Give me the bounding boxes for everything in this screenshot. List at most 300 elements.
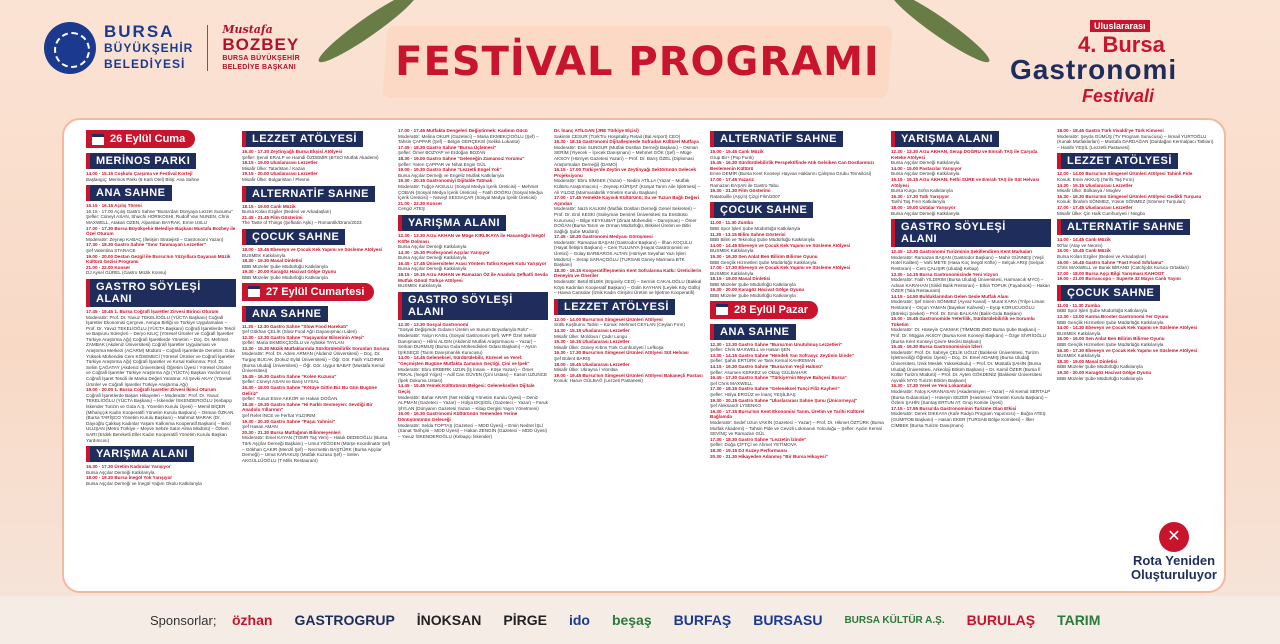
event-details: Moderatör: Prof. Dr. Adem ARMAN (Akdeniz Üniversitesi) – Doç. Dr. Turgay BUCAK (Dokuz Eylül Üniversitesi) – Öğr. Gör. Fatih YILDIRIM (Bursa Uludağ Üniversitesi) – Öğr. Gör. Uygur BABAT (Mustafa Kemal Üniversitesi) bbox=[242, 351, 385, 374]
event-time-title: 18.15 - 19.15 Arzu AKHAN ve Ramazan ÖZ ile Anadolu Şefkatli Sevda Mutfak Gönül Türkçe Atölyesi bbox=[398, 272, 548, 283]
program-event bbox=[554, 317, 704, 328]
program-event bbox=[242, 149, 392, 160]
event-time-title: 14.30 - 15.30 Profesyonel Aşçılar Yarışıyor bbox=[398, 249, 490, 255]
program-event bbox=[242, 269, 392, 280]
event-details: Ramazan BAŞAN ile Gastro Tabu bbox=[710, 182, 779, 188]
program-event bbox=[1057, 314, 1217, 325]
sponsor-logo: BURULAŞ bbox=[966, 612, 1036, 628]
event-time-title: 14.45 - 15.45 Yemek Kültürünün Belgesi: Geleneksellen Dijitale Geçiş bbox=[398, 383, 535, 394]
event-time-title: 19.00 - 21.00 Burrascopo – Superte 32 Mayıs Canlı Yayını bbox=[1057, 276, 1181, 282]
event-details: Bursa Aşçılar Derneği ve İnegöl Yağım Okulu Katkılarıyla bbox=[86, 480, 202, 486]
event-details: Başlangıç: Merinos Parkı (8 Katlı Otel) Bitiş: Ana Sahne bbox=[86, 176, 200, 182]
program-event bbox=[242, 430, 392, 464]
program-event bbox=[86, 171, 236, 182]
event-time-title: 19.30 - 20.30 Gastro Sahne "Paşaı Yahnisi" bbox=[242, 418, 336, 424]
event-details: Moderatör: Şeyda GÜMÜŞ (TV Program Sunucusu) – İsmail YURTOĞLU (Kunak Mutfaklarları) – Mustafa DARDAĞAN (Dardağan Kermalpacı Tatlıları) – Hanife YEŞİL (Lezzetli Pastanesi) bbox=[1057, 133, 1214, 150]
program-event bbox=[554, 328, 704, 339]
event-details: BBB Gençlik Hizmetleri Şube Müdürlüğü Katkılarıyla bbox=[710, 259, 817, 265]
festival-logo-festivali: Festivali bbox=[1082, 86, 1155, 106]
program-event bbox=[1057, 260, 1217, 271]
event-time-title: 15.45 - 16.30 Gastro Sahne "Kolen Kuzusu" bbox=[242, 373, 337, 379]
event-time-title: 17.45 - 18.30 Gastronomi Medyası Görüşmesi bbox=[554, 234, 653, 240]
program-event bbox=[86, 475, 236, 486]
program-event bbox=[710, 386, 885, 397]
program-event bbox=[891, 177, 1051, 194]
event-time-title: 18.30 - 19.00 Masal Dinletisi bbox=[1057, 358, 1118, 364]
program-event bbox=[710, 160, 885, 177]
program-event bbox=[710, 276, 885, 287]
event-time-title: 14.15 - 14.50 Bulduklarından Gelen Sesle Mutfak Alanı bbox=[891, 293, 1009, 299]
event-time-title: 16.30 - 17.30 Ebeveyn ve Çocuk Kek Yapımı ve Süsleme Atölyesi bbox=[1057, 347, 1198, 353]
program-event bbox=[1057, 303, 1217, 314]
stage-heading: YARIŞMA ALANI bbox=[891, 131, 999, 147]
festival-logo bbox=[1010, 20, 1250, 106]
calendar-icon bbox=[248, 286, 260, 297]
event-time-title: 18.15 - 19.00 Masal Dinletisi bbox=[710, 276, 771, 282]
event-details: Moderatör: Nazlı KALKIM (Mutfak Dostları Derneği Genel Sekreteri) – Prof. Dr. Erol KESKİ (Süleyman Demirel Üniversitesi Su Enstitüsü Kurucusu) – Bilge KEYKUBAT (Ziraat Mühendisi – Danışman) – Ömer DOĞAN (Bursa Tarım ve Orman Müdürlüğü, Bitkisel Üretim ve Bitki Sağlığı Şube Müdürü) bbox=[554, 206, 697, 234]
event-details: Misafir Ülke: Tatarlstan / Kazan bbox=[242, 165, 306, 171]
event-details: Sütlü Kuşburnu Tatlısı – Konuk: Mehmet CEYLAN (Ceylan Fırın) bbox=[554, 322, 685, 328]
program-event bbox=[710, 398, 885, 409]
event-time-title: 18.00 - 18.45 Gastro Türk Vivaldi'ye Türk Kimsesi bbox=[1057, 128, 1164, 133]
event-time-title: 18.15 - 19.00 Canlı Müzik bbox=[242, 203, 296, 209]
event-details: Şefler: Şenol ERALP ve Hamdi ÖZDEMİR (BTSO Mutfak Akademi) bbox=[242, 154, 379, 160]
program-event bbox=[710, 232, 885, 243]
event-details: Şef Refet İNCE ve Ferhat YILDIRIM bbox=[242, 413, 316, 418]
program-event bbox=[1057, 128, 1217, 150]
event-time-title: 12.30 - 13.30 Arzu AKHAN ve Müge KIRLIKAYA ile Hasanoğlu İnegöl Köfte Dolması bbox=[398, 232, 545, 244]
event-details: BUSMEK Katkılarıyla bbox=[1057, 353, 1101, 359]
title-banner bbox=[385, 26, 890, 98]
event-details: Moderatör: Prof. Dr. Yavuz TEKELİOĞLU (YÜCTA Başkanı) Coğrafi İşaretler Ekonomisi Çerçeve, Avrupa Birliği ve Türkiye Uygulamaları – Prof. Dr. Yavuz TEKELİOĞLU (YÜCTA Başkanı) Coğrafi İşaretlerde Tescil ve Başvuru Süreçleri – Deryo KILIÇ (Yöresel Ürünler ve Coğrafi İşaretler Türkiye Araştırma Ağı) Coğrafi İşaretlerde Yönetim – Doç. Dr. Mehmet ZAMBAK (Akdeniz Üniversitesi) Coğrafi İşaretler Uygulaması ve Araştırma Merkezi (ACARM) Müdürü – Coğrafi İşaretlerde Denetim: Gıda Yüksek Mühendisi Cem KÖSEMECİ (Yöresel Ürünler ve Coğrafi İşaretler Türkiye Araştırma Ağı) Coğrafi İşaretler ve Kırsal Kalkınma: Prof. Dr. Selim ÇAĞATAY (Akdeniz Üniversitesi) Öğretim Üyesi / Yöresel Ürünler ve Coğrafi İşaretler Türkiye Araştırma Ağı (YÜCTA) Başkan Yardımcısı) Coğrafi İşaret Tescili ile Marka Değeri Yaratma: Ali Şevki AKAY (Yöresel Ürünler ve Coğrafi İşaretler Türkiye Araştırma Ağı) bbox=[86, 314, 236, 387]
event-time-title: 19.30 - 20.00 Karagöz Hacivat Gölge Oyunu bbox=[1057, 370, 1152, 375]
event-time-title: 19.15 - 20.00 Uluslararası Lezzetler bbox=[242, 171, 318, 177]
header bbox=[0, 0, 1280, 118]
program-event bbox=[554, 139, 704, 167]
event-details: BUSMEK Katkılarıyla bbox=[242, 252, 286, 258]
program-event bbox=[1057, 194, 1217, 205]
event-details: Şefler: Asumen KERKEZ ve Oktay GÜLBAHAR bbox=[710, 369, 807, 375]
stage-heading: YARIŞMA ALANI bbox=[398, 215, 506, 231]
stage-heading: ÇOCUK SAHNE bbox=[242, 229, 345, 245]
program-event bbox=[1057, 325, 1217, 336]
event-details: Moderatör: Sedef Uzun VAKİN (Gazeteci – Yazar) – Prof. Dr. Hikmet ÖZTÜRK (Bursa Mutfak Akademi) – Tahsin Pide ve Cevizli Lokmanın Yolculuğu – Şefler: Aydın Kemal SEVİNÇ ve Ramazan GÜL bbox=[710, 419, 884, 437]
event-details: "Sosyal Değişimde Gıdanın Üretim ve Sunum Boyutlarıyla Rolü" – Moderatör: Yalçın KASIL (Sosyal Gastronomi Şefi, WFP Özel Sektör Danışmanı) – Hilmi ALGIN (Akdeniz Mutfak Araştırmacısı – Yazar) – Serkan DURMUŞ (Bursa Gıda Mühendisleri Odası Başkanı) – Aysın İŞIKSEÇE (Tarım Danışmanlık Kurucusu) bbox=[398, 327, 537, 355]
program-event bbox=[891, 205, 1051, 216]
program-event bbox=[710, 188, 885, 199]
program-event bbox=[1057, 370, 1217, 381]
event-details: BBB Bilim ve Teknoloji Şube Müdürlüğü Katkılarıyla bbox=[710, 237, 815, 243]
event-details: BUSMEK Katkılarıyla bbox=[710, 270, 754, 276]
program-event bbox=[242, 258, 392, 269]
event-details: Moderatör: Bahar ARAR (Net Holding Yönetim Kurulu Üyesi) – Deniz ALPMAN (Gazeteci – Yazar) – Hülya EKŞİGİL (Gazeteci – Yazar) – Faruk ŞİYLAN (Dünyanın Gazetesi Yazarı – Kitap Dergisi Yayın Yönetmeni) bbox=[398, 394, 548, 411]
program-event bbox=[86, 464, 236, 475]
event-details: BBB Müzeler Şube Müdürlüğü Katkılarıyla bbox=[710, 293, 796, 299]
event-details: Şefler: Maria EKMEKÇİOĞLU ve Aybüke TAYLAN bbox=[242, 340, 344, 346]
event-details: Moderatör: Ramazan BAŞAN (Gastrodor Başkanı) – Mahir GÜNNEŞ (Yeşil Hotel Kaliteri) – Vahi METE (Hasa Koç İnegöl Köfte) – Selçuk ARIŞ (Selçuk Restoran) – Cem ÇALIŞIR (Uludağ Kebap) bbox=[891, 254, 1044, 271]
stage-heading: YARIŞMA ALANI bbox=[86, 446, 194, 462]
program-event bbox=[891, 316, 1051, 344]
festival-logo-number: 4. Bursa bbox=[1078, 32, 1165, 57]
program-event bbox=[398, 233, 548, 250]
program-event bbox=[554, 195, 704, 234]
event-details: BBB Müzeler Şube Müdürlüğü Katkılarıyla bbox=[1057, 375, 1143, 381]
event-time-title: Dr. İnanç ATİLGAN (JRE Türkiye Elçisi) bbox=[554, 128, 639, 133]
event-details: Şefler: Cüneyt ASAN ve Barış UYSAL bbox=[242, 379, 320, 385]
event-time-title: 15.00 - 15.45 Canlı Müzik bbox=[1057, 248, 1111, 254]
program-event bbox=[398, 156, 548, 167]
event-details: Moderatör: Esin SUNGUR (Mutfak Dostları Derneği Başkanı) – Osman SERİM (Yiyecek – İçecek Danışmanı) – Mehmet GÖK (Şef) – Müge AKSOY (Hürriyet Gazetesi Yazarı) – Prof. Dr. Barış ÖZEL (Diplomasi Araştırmaları Derneği) (DAMO) bbox=[554, 144, 698, 167]
event-time-title: 13.30 - 15.30 Müzik Mutfaklarında Sürdürülebilirlik Sorunları Sorusu bbox=[242, 345, 390, 351]
event-details: Şef Valentina STARACE bbox=[86, 247, 136, 253]
event-time-title: 14.00 - 14.45 Canlı Müzik bbox=[1057, 237, 1111, 243]
program-event bbox=[398, 178, 548, 200]
event-time-title: 13.30 - 14.15 Bursa Gastronomisinde Yeni Vizyon bbox=[891, 271, 999, 277]
event-time-title: 18.00 - 18.45 Uluslararası Lezzetler bbox=[554, 361, 630, 367]
sponsor-logo: TARIM bbox=[1057, 612, 1101, 628]
program-event bbox=[398, 128, 548, 145]
program-event bbox=[710, 254, 885, 265]
program-event bbox=[710, 437, 885, 448]
program-column bbox=[86, 128, 236, 583]
event-details: Emre DEMİR (Bursa Kent Konseyi Hayvan Haklarını Çalışma Grubu Temsilcisi) bbox=[710, 171, 872, 177]
event-details: Moderatör: Ramazan BAŞAN (Gastrodor Başkanı) – İlhan KOÇULU (Hayat İletişim Başkanı) – Cem TULUNYA (Hayat Gastronomisi ve Üretici) – Gülay BARBAROS ALTAN (Hürriyet Seyahat Yazı İşleri Müdürü) – Serap SARAÇOĞLU (TURSAB Güney Marmara BTK Başkanı) bbox=[554, 239, 693, 268]
event-details: Şef Gökhan ÇELİK (Slow Food Ağrı Dayanışmacı Lideri) bbox=[242, 329, 357, 335]
program-event bbox=[710, 364, 885, 375]
program-event bbox=[86, 265, 236, 276]
event-time-title: 17.00 - 17.45 Yemekte Kayısık Kültürünü; Su ve Tuzun Bağlı Değeri Açından bbox=[554, 195, 700, 206]
event-time-title: 15.00 - 15.45 Gastronomide Yeterlilik, Sürdürülebilirlik ve Sorumlu Tüketim bbox=[891, 316, 1035, 327]
event-details: Sakintin CESUR (TürkTru Hospitality Retail (Bal Airport) CEO) bbox=[554, 133, 681, 139]
event-details: Konuk: Harun GÜLBAĞ (Lezzeti Pastanesi) bbox=[554, 378, 643, 384]
event-details: Misafir Ülke: Ukrayna / Vinnitsa bbox=[554, 367, 618, 373]
event-details: BBB Müzeler Şube Müdürlüğü Katkılarıyla bbox=[1057, 364, 1143, 370]
event-time-title: 12.30 - 13.30 Gastro Sahne "Yaşayanlar Bilserinin Ateşi" bbox=[242, 334, 365, 340]
event-time-title: 14.00 - 14.45 Geleneksel, Sürdürülebilir, Küresel ve Yerel: "Geçmişten Bugüne Mutfakta Zamanın Geçtiği, Çini ve İpek" bbox=[398, 355, 530, 366]
program-event bbox=[554, 128, 704, 139]
event-time-title: 15.00 - 15.45 Canlı Müzik bbox=[710, 149, 764, 154]
program-event bbox=[1057, 336, 1217, 347]
event-time-title: 14.30 - 15.15 Uluslararası Lezzetler bbox=[554, 328, 630, 333]
event-time-title: 15.30 - 16.30 Bursa'nın Simgesel Ürünleri Atölyesi Gedikli Turşusu bbox=[1057, 193, 1202, 199]
event-time-title: 15.30 - 16.15 Uluslararası Lezzetler bbox=[554, 339, 630, 345]
event-time-title: 19.30 - 20.15 Gastronomiyi Dijitalde Tatmak bbox=[398, 178, 493, 184]
program-event bbox=[891, 344, 1051, 383]
event-time-title: 11.00 - 11.30 Zumba bbox=[710, 220, 753, 226]
event-time-title: 18.30 - 19.00 Gastro Sahne "Geleneğin Zamansız Yorumu" bbox=[398, 155, 525, 161]
sponsor-logo: GASTROGRUP bbox=[294, 612, 395, 628]
event-time-title: 18.30 - 19.30 Masal Dinletisi bbox=[242, 258, 303, 264]
program-event bbox=[554, 350, 704, 361]
event-time-title: 11.30 - 12.30 Gastro Sahne "Slow Food Harekatı" bbox=[242, 323, 349, 329]
event-time-title: 17.30 - 18.30 Gastro Sahne "Lezzetin İzinde" bbox=[710, 436, 807, 442]
program-event bbox=[710, 177, 885, 188]
program-event bbox=[710, 353, 885, 364]
program-event bbox=[710, 342, 885, 353]
program-event bbox=[1057, 183, 1217, 194]
stage-heading: ALTERNATİF SAHNE bbox=[710, 131, 843, 147]
event-time-title: 21.00 - 22.00 Konser bbox=[86, 264, 131, 270]
sponsor-logo: özhan bbox=[232, 612, 273, 628]
event-details: Moderatör: Selda TOPTAŞ (Gazeteci – MDD Üyesi) – Emin Nedret İŞLİ (Sanat Tarihçisi – MDD Üyesi) – Hakan ZENGİN (Gazeteci – MDD Üyesi) – Yavuz İSKENDEROĞLU (Kebapçı İskender) bbox=[398, 422, 547, 439]
event-details: Moderatör: Fatoş KARANASAN (Akademisyen – Yazar) – Ali Kemal SERTALP (Bursa Gıdanımlar) – Hüseyin SEZER (Hasrossul Yönetim Kurulu Başkanı) – Özlem ŞAHİN (Sarıtaş ERTUN AT. Grup Komite Üyesi) bbox=[891, 388, 1051, 406]
program-event bbox=[710, 287, 885, 298]
event-details: Moderatör: Ebru ERBERK UZUN (İş İnsanı – Köşe Yazarı) – Ömer PEKAL (İnegöl Yılgıs) – Adil Can GÜVEN (Çini Ustası) – Kasım UZUNCE (İpek Dokuma Ustası) bbox=[398, 366, 548, 383]
event-time-title: 20.30 - 21.30 Hikayeden Adanmış "Bir Bursa Hikayesi" bbox=[710, 453, 829, 459]
stage-heading: GASTRO SÖYLEŞİ ALANI bbox=[86, 279, 236, 307]
program-event bbox=[242, 171, 392, 182]
event-time-title: 15.15 - 16.15 Arzu AKHAN, Fethi SÜRE ve Emrah TAŞ ile Süt Helvası Atölyesi bbox=[891, 176, 1040, 188]
event-details: Moderatör: Emel KAYAN (TGMR Taş Yem) – Haluk DEDEOĞLU (Bursa Türk Aşçılar Derneği Başkanı) – Umut YEĞGEN (Mürşe Koordinatör Şef) – Gökhan ÇAKIR (Menzil Şef) – Necmettin BAŞTÜRK (Bursa Aşçılar Derneği) – Umut KARAKUŞ (Mutfak Kuzusu Şef) – Selen AKGÜLLÜOĞLU (T Milis Restaurant) bbox=[242, 435, 391, 463]
route-line2: Oluşturuluyor bbox=[1131, 567, 1217, 582]
program-column bbox=[891, 128, 1051, 583]
event-details: Grup Bir+ (Pop Funk) bbox=[710, 154, 754, 160]
program-event bbox=[554, 373, 704, 384]
program-event bbox=[554, 268, 704, 296]
municipality-emblem-icon bbox=[44, 22, 96, 74]
event-time-title: 21.00 - 22.30 Konser bbox=[398, 200, 443, 206]
program-board bbox=[62, 118, 1226, 593]
calendar-icon bbox=[92, 134, 104, 145]
event-details: 16.15 - 17.00 Açılış Gastro Sahne "Bursa'dan Dünyaya Lezzet Sunumu" Şefler: Cüneyt ASAN, Shuichi HORIKOSHI, Rudolf Van NUNEN, Chris MAXWELL, Atakan OZEN, Alparslan BAYRAK, Emre USLU bbox=[86, 208, 233, 225]
event-details: Misafir Ülke: Moldova / Çadır Lungu bbox=[554, 333, 628, 339]
bb-name-line3: BELEDİYESİ bbox=[104, 57, 186, 71]
event-details: BUSMEK Katkılarıyla bbox=[398, 283, 442, 289]
program-event bbox=[710, 454, 885, 460]
event-time-title: 17.15 - 17.55 Bursa'da Gastronominin Turizme Olan Etkisi bbox=[891, 405, 1017, 411]
event-details: Konuk: Emin AKKUŞ (Tarihi Taş Fırın) bbox=[1057, 176, 1135, 182]
sponsor-logo: İNOKSAN bbox=[416, 612, 482, 628]
day-label: 28 Eylül Pazar bbox=[734, 303, 808, 316]
festival-logo-intl: Uluslararası bbox=[1090, 20, 1150, 32]
event-time-title: 12.00 - 14.00 Bursa'nın Simgesel Ürünleri Atölyesi bbox=[554, 316, 663, 322]
program-column bbox=[554, 128, 704, 583]
event-details: Bursa Kolan Ezgiler (Bedevi ve Arkadaşları) bbox=[242, 209, 332, 215]
event-time-title: 16.00 - 16.30 Gastronomi Kültürünün Yemenden Yerine Dönüşümünün Geleceği bbox=[398, 411, 518, 422]
event-details: Bursa Aşçılar Derneği Katkılarıyla bbox=[891, 171, 960, 177]
event-details: Şefler: Ömer BOZYAP ve Erdoğan BOZAN bbox=[398, 150, 486, 156]
stage-heading: ANA SAHNE bbox=[86, 185, 172, 201]
event-time-title: 16.30 - 17.30 Üretim Kadıralar Yarışıyor bbox=[86, 464, 171, 470]
event-details: BUSMEK Katkılarıyla bbox=[1057, 330, 1101, 336]
day-header bbox=[86, 130, 195, 148]
event-time-title: 16.45 - 17.30 Gastro Sahne "Türkiye'nin Meyve Bahçesi Bursa" bbox=[710, 375, 847, 381]
program-event bbox=[86, 203, 236, 225]
event-time-title: 19.00 - 19.30 Gastro Sahne "Lezzetli Engel Yok" bbox=[398, 167, 502, 173]
event-details: Moderatör: Prof. Dr. Sabriye ÇELİK UĞUZ (Balıkesir Üniversitesi, Turizm İşletmeciliği Öğretim Üyesi) – Doç. Dr. Emel ADAMIŞ (Bursa Uludağ Üniversitesi, İznik Meslek Yüksekokulu) – Prof. Dr. Müstafa ŞAHİN (Bursa Uludağ Üniversitesi, Arkeoloji Bölüm Başkanı) – Dr. Kamil ÖZER (Bursa İl Kültür Turizm Müdürü) – Prof. Dr. Ayten GÖKDENİZ (Balıkesir Üniversitesi Ayvalık MYO Turizm Bölüm Başkanı) bbox=[891, 349, 1042, 383]
stage-heading: LEZZET ATÖLYESİ bbox=[554, 299, 675, 315]
sponsors-label: Sponsorlar; bbox=[150, 612, 217, 628]
stage-heading: GASTRO SÖYLEŞİ ALANI bbox=[398, 292, 548, 320]
event-time-title: 17.00 - 17.45 Mutfakta Dengeleri Değiştirmek: Kadının Gücü bbox=[398, 128, 528, 133]
event-time-title: 16.30 - 17.30 Bursa'nın Simgesel Ürünleri Atölyesi Süt Helvası bbox=[554, 350, 689, 356]
mayor-title-line1: BURSA BÜYÜKŞEHİR bbox=[222, 55, 301, 62]
program-event bbox=[398, 383, 548, 411]
program-column bbox=[398, 128, 548, 583]
event-details: Bursa Aşçılar Derneği Katkılarıyla bbox=[891, 160, 960, 166]
program-event bbox=[242, 385, 392, 402]
event-time-title: 14.00 - 14.45 Ebeveyn ve Çocuk Kek Yapımı ve Süsleme Atölyesi bbox=[710, 242, 851, 248]
event-time-title: 15.30 - 16.30 Sen Anlat Ben Bilirim Bilirme Oyunu bbox=[710, 253, 818, 259]
event-details: Bursa Aşçılar Derneği ve Engeliz Mutfak Katkılarıyla bbox=[398, 172, 504, 178]
event-time-title: 18.00 - 19.30 Bursa İnegöl Yok Yarışıyor bbox=[86, 475, 173, 481]
event-time-title: 15.45 - 16.30 Bursa Gastronomisinin İzleri bbox=[891, 344, 982, 350]
program-event bbox=[242, 247, 392, 258]
stage-heading: GASTRO SÖYLEŞİ ALANI bbox=[891, 219, 1051, 247]
program-event bbox=[1057, 205, 1217, 216]
program-event bbox=[710, 243, 885, 254]
event-time-title: 19.00 - 19.45 Bursa'nın Simgesel Ürünleri Atölyesi Bakaneçli Pastası bbox=[554, 372, 703, 378]
program-event bbox=[86, 226, 236, 243]
event-time-title: 15.15 - 16.15 Açılış Töreni bbox=[86, 203, 142, 209]
festival-logo-gastronomi: Gastronomi bbox=[1010, 54, 1178, 85]
program-event bbox=[242, 419, 392, 430]
program-event bbox=[86, 254, 236, 265]
event-time-title: 13.30 - 14.15 Gastro Sahne "Hendek Yan Sofrasyı: Zeytinin İzinde" bbox=[710, 352, 854, 358]
bb-name-line2: BÜYÜKŞEHİR bbox=[104, 41, 194, 55]
event-details: Misafir Ülke: Güney Kıbrıs Türk Cumhuriyeti / Lefkoşa bbox=[554, 344, 664, 350]
program-event bbox=[86, 242, 236, 253]
route-badge bbox=[1119, 522, 1226, 592]
event-details: Misafir Ülke: Çin Halk Cumhuriyeti / Ningbo bbox=[1057, 210, 1146, 216]
stage-heading: ÇOCUK SAHNE bbox=[1057, 285, 1160, 301]
event-time-title: 16.30 - 17.30 Yerel ve Yeni Lokantalar bbox=[891, 383, 972, 389]
event-details: Moderatör: Fatih YILDIRIM (Bursa Uludağ Üniversitesi, Harmancık MYO) – Adnan KARAHAN (Sirikli Balık Restoran) – Erkin TOPUK (Fayabook) – Hakan ÖZER (Tala Restaurant) bbox=[891, 277, 1050, 294]
event-details: Chris MAXWELL ve Burak BİRAND (Catchjobs Kurucu Ortakları) bbox=[1057, 265, 1189, 271]
event-details: BUSMEK Katkılarıyla bbox=[710, 248, 754, 254]
program-event bbox=[891, 194, 1051, 205]
program-event bbox=[398, 250, 548, 261]
event-details: BBB Müzeler Şube Müdürlüğü Katkılarıyla bbox=[710, 281, 796, 287]
program-event bbox=[891, 272, 1051, 294]
event-time-title: 18.30 - 19.15 DJ Kuzey Performansı bbox=[710, 447, 788, 453]
event-time-title: 15.45 - 16.30 Sürdürülebilirlik Perspektifinde Atık Gelsiken Can Dostlarımızı Beslemenin Kültürü bbox=[710, 160, 874, 171]
sponsor-logo: ido bbox=[568, 612, 590, 628]
event-details: Şefler: Doğa ÇİFTÇİ ve Ahmet YETİMOVA bbox=[710, 442, 797, 448]
event-details: Bursa Aşçılar Derneği Katkılarıyla bbox=[86, 469, 155, 475]
program-event bbox=[554, 362, 704, 373]
program-event bbox=[710, 220, 885, 231]
event-time-title: 17.30 - 18.15 Gastro Sahne "Geleneksel Tunçi Filiz Kayheri" bbox=[710, 386, 840, 392]
program-event bbox=[710, 149, 885, 160]
event-details: Moderatör: Ebru SİMSEK (Yazar) – Nedim ATİLLA (Yazar – Mutfak Kültürü Araştırmacısı) – Zeynep KÜRŞAT (Kürşat Tarım Aile İşletmesi) – Ali YILDIZ (Marmarabirlik Yönetim Kurulu Başkanı) bbox=[554, 178, 701, 195]
event-details: BBB Gençlik Hizmetleri Şube Müdürlüğü Katkılarıyla bbox=[1057, 342, 1164, 348]
event-time-title: 16.30 - 18.15 Gastronomi Dijitalleşmede Sofradan Kültürel Mutfaya bbox=[554, 139, 699, 145]
event-details: BBB Gençlik Hizmetleri Şube Müdürlüğü Katkılarıyla bbox=[1057, 319, 1164, 325]
event-time-title: 19.00 - 20.00 1. Bursa Coğrafi İşaretler Zirvesi İkinci Oturum bbox=[86, 387, 216, 393]
event-time-title: 17.30 - 18.30 Gastro Sahne "Sınır Tanımayan Lezzetler" bbox=[86, 242, 206, 248]
event-time-title: 19.30 - 20.15 Gastro Sahne "Uluslararası Sahne Şunu (Ünicorneya)" bbox=[710, 397, 858, 403]
stage-heading: LEZZET ATÖLYESİ bbox=[242, 131, 363, 147]
event-details: BBB Müzeler Şube Müdürlüğü Katkılarıyla bbox=[242, 263, 328, 269]
program-event bbox=[398, 145, 548, 156]
program-column bbox=[1057, 128, 1217, 513]
day-header bbox=[242, 283, 374, 301]
event-details: Şef Bülent BARIŞ bbox=[554, 355, 591, 361]
event-details: Misafir Ülke: Bolkavya / Moglev bbox=[1057, 188, 1121, 194]
event-details: Şefler: Yunus Emre AKKOR ve Hakan DOĞAN bbox=[242, 396, 338, 402]
program-column bbox=[242, 128, 392, 583]
event-details: 90'lar (Atay ve Neorin) bbox=[1057, 242, 1103, 248]
program-event bbox=[242, 215, 392, 226]
event-details: Moderatör: Dr. Hüseyin ÇAKMAK (TİMMOB ZMO Bursa Şube Başkanı) – Prof. Dr. Müjgan AKSOY (Bursa Kent Konseyi Başkanı) – Özge SİVRİOĞLU (Bursa Kent Konseyi Çevre Meclisi Başkanı) bbox=[891, 327, 1046, 344]
event-time-title: 14.15 - 16.30 Gastro Sahne "Bursa'nın Yeşil Halüsü" bbox=[710, 364, 824, 370]
program-event bbox=[242, 402, 392, 419]
event-time-title: 16.00 - 16.45 Gastro Sahne "Fast Food Sıfırlama" bbox=[1057, 259, 1164, 265]
event-details: Bursa Aşçılar Derneği Katkılarıyla bbox=[891, 210, 960, 216]
event-details: Şefler: Hülya ERGÜZ ve İnanç YEŞİLBAŞ bbox=[710, 392, 796, 397]
page-title: FESTİVAL PROGRAMI bbox=[395, 39, 880, 85]
calendar-icon bbox=[716, 304, 728, 315]
program-event bbox=[398, 355, 548, 383]
bb-name-line1: BURSA bbox=[104, 22, 175, 41]
program-event bbox=[891, 249, 1051, 271]
sponsor-logo: beşaş bbox=[611, 612, 652, 628]
program-event bbox=[398, 411, 548, 439]
event-time-title: 12.45 - 13.30 Gastronomi Turizminin Şekillendiren Kent Markaları bbox=[891, 249, 1033, 255]
program-event bbox=[891, 149, 1051, 166]
program-event bbox=[710, 409, 885, 437]
sponsors-bar bbox=[0, 596, 1280, 644]
event-time-title: 17.45 - 18.45 1. Bursa Coğrafi İşaretler Zirvesi Birinci Oturum bbox=[86, 308, 219, 314]
event-details: Moderatör: Zeynep KABAÇ (İletişim Stratejisti – Gastronomi Yazarı) bbox=[86, 236, 224, 242]
sponsor-logo: PİRGE bbox=[503, 612, 547, 628]
event-time-title: 16.30 - 18.00 Gastro Sahne "Kötüye Gittin Biz Bu Gün Bugüne Geliriz" bbox=[242, 385, 377, 396]
event-details: Moderatör: Tuğçe AKSULU (Sosyal Medya İçerik Üreticisi) – Mehmet ÇOBAN (Sosyal Medya İçerik Üreticisi) – Fatih DOĞRU (Sosyal Medya İçerik Üreticisi) – Nüveyl SESSAÇAR (Sosyal Medya İçerik Üreticisi) bbox=[398, 183, 543, 201]
program-event bbox=[398, 322, 548, 356]
event-details: BBB Spor İşleri Şube Müdürlüğü Katkılarıyla bbox=[710, 225, 801, 231]
stage-heading: LEZZET ATÖLYESİ bbox=[1057, 153, 1178, 169]
stage-heading: MERİNOS PARKI bbox=[86, 153, 196, 169]
mayor-last-name: BOZBEY bbox=[222, 35, 300, 54]
program-event bbox=[891, 383, 1051, 405]
event-details: Şefler: Şahin ERTÜRK ve Tarık Kemal KAHREMAN bbox=[710, 358, 816, 364]
event-details: Moderatör: Derek DIKKAYA (Kafe Radyo Program Yapımcısı) – Buğra ATEŞ (GUMITOB Başkanı) – Hasan EKER (TURSAB Bölge Komitesi) – İlker CİMBEK (Bursa Turizm Danışmanı) bbox=[891, 411, 1046, 428]
program-event bbox=[554, 339, 704, 350]
event-time-title: 14.30 - 15.15 Uluslararası Lezzetler bbox=[1057, 182, 1133, 188]
event-details: Misafir Ülke: Bulgaristan / Plevne bbox=[242, 176, 310, 182]
event-time-title: 14.00 - 15.15 Coşkulu Çarşıma ve Festival Kortejî bbox=[86, 171, 193, 176]
event-time-title: 16.30 - 17.30 Tatlı Yarışıyor bbox=[891, 193, 950, 199]
mayor-title-line2: BELEDİYE BAŞKANI bbox=[222, 64, 296, 71]
event-details: BBB Spor İşleri Şube Müdürlüğü Katkılarıyla bbox=[1057, 308, 1148, 314]
sponsor-logo: BURSA KÜLTÜR A.Ş. bbox=[844, 614, 945, 626]
program-event bbox=[554, 167, 704, 195]
event-time-title: 18.00 - 18.45 Ebeveyn ve Çocuk Kek Yapımı ve Süsleme Atölyesi bbox=[242, 246, 383, 252]
event-details: Bursa Kurgu Sofra Katkılarıyla bbox=[891, 188, 953, 194]
program-event bbox=[1057, 237, 1217, 248]
event-time-title: 16.45 - 17.45 Üniversiteler Arası Yöntem Tatlısı Kepek Kutu Yarışıyor bbox=[398, 260, 547, 266]
sponsor-logo: BURSASU bbox=[753, 612, 823, 628]
program-event bbox=[242, 324, 392, 335]
event-details: Coğrafi İşaretlerde Başarı Hikayeleri – Moderatör: Prof. Dr. Yavuz TEKELİOĞLU (YÜCTA Başkanı) – İskender İSKENDEROĞLU (Kebapçı İskender Turizm ve Gıda A.Ş. Yönetim Kurulu Üyesi) – Memil BİÇER (Mihalıççık Kadın Kooperatifi Yönetim Kurulu Başkanı) – Osman ÖZKAN (Bursa TARİŞCO Yönetim Kurulu Başkanı) – Mahmut MARAK (Dr. Dayıoğlu Çakkuş Kadınlar Yaşam Kalkınma Kooperatif Başkanı) – Birol ULUŞAN (Metro Türkiye – Meyve Sebze Satın Alma Müdürü) – Özlem SARI (Erdek Bereketli Eller Kadın Kooperatifi Yönetim Kurulu Başkan Yardımcısı) bbox=[86, 392, 234, 443]
program-event bbox=[1057, 248, 1217, 259]
event-time-title: 16.30 - 17.15 Bursa'nın Kent Ekonomisi Tarım, Üretim ve Tarihi Kültürel Bağlamda bbox=[710, 408, 865, 420]
stage-heading: ALTERNATİF SAHNE bbox=[1057, 219, 1190, 235]
mayor-first-name: Mustafa bbox=[222, 23, 273, 36]
event-time-title: 15.00 - 16.00 Sen Anlat Ben Bilirim Bilirme Oyunu bbox=[1057, 336, 1165, 342]
program-event bbox=[891, 406, 1051, 428]
event-time-title: 16.30 - 17.30 Zeytinyağlı Bursa Ekşisi Atölyesi bbox=[242, 149, 343, 154]
stage-heading: ANA SAHNE bbox=[242, 306, 328, 322]
fork-knife-icon: ✕ bbox=[1159, 522, 1189, 552]
event-time-title: 19.30 - 20.00 Karagöz Hacivat Gölge Oyunu bbox=[710, 287, 805, 293]
day-header bbox=[710, 301, 818, 319]
olive-branch-right bbox=[886, 0, 995, 69]
event-time-title: 17.00 - 17.30 Ebeveyn ve Çocuk Kek Yapımı ve Süsleme Atölyesi bbox=[710, 265, 851, 271]
event-details: DJ Aysel GÜREL (Gastro Müzik Konsu) bbox=[86, 270, 167, 276]
logo-divider bbox=[207, 25, 208, 71]
